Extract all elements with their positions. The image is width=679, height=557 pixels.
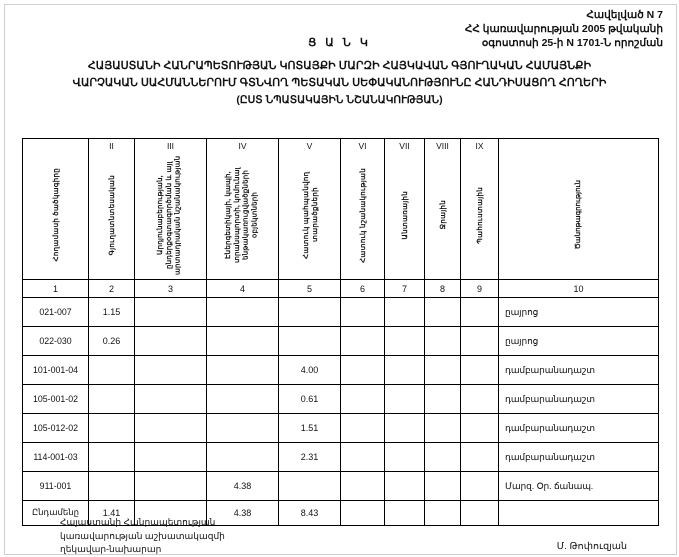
header-label-code: Հողամասի ծածկագիրը: [51, 168, 60, 262]
cell-code: 105-012-02: [23, 414, 89, 443]
cell-special: [341, 385, 385, 414]
cell-reserve: [461, 356, 499, 385]
cell-code: 021-007: [23, 298, 89, 327]
cell-protected: [279, 472, 341, 501]
cell-note: Մարզ. Օր. ճանապ.: [499, 472, 659, 501]
cell-note: դամբարանադաշտ: [499, 443, 659, 472]
doc-ref-line-2: ՀՀ կառավարության 2005 թվականի: [464, 23, 663, 36]
cell-forest: [385, 327, 425, 356]
cell-industrial: [135, 472, 207, 501]
table-row: [23, 356, 659, 385]
cell-water: [425, 327, 461, 356]
cell-infrastructure: [207, 414, 279, 443]
cell-forest: [385, 414, 425, 443]
header-cell-forest: [385, 153, 425, 280]
cell-agricultural: [89, 356, 135, 385]
roman-7: VII: [385, 139, 425, 154]
cell-code: 911-001: [23, 472, 89, 501]
doc-ref-line-1: Հավելված N 7: [586, 9, 663, 21]
roman-4: IV: [207, 139, 279, 154]
cell-agricultural: [89, 472, 135, 501]
title-line-3: (ԸՍՏ ՆՊԱՏԱԿԱՅԻՆ ՆՇԱՆԱԿՈՒԹՅԱՆ): [236, 94, 443, 107]
cell-agricultural: 1.15: [89, 298, 135, 327]
land-registry-table: [22, 138, 659, 526]
cell-infrastructure: [207, 356, 279, 385]
footer-line-3: ղեկավար-նախարար: [60, 544, 162, 554]
cell-industrial: [135, 356, 207, 385]
cell-special: [341, 298, 385, 327]
cell-protected: 1.51: [279, 414, 341, 443]
header-cell-notes: [499, 153, 659, 280]
colnum-9: 9: [461, 280, 499, 298]
colnum-7: 7: [385, 280, 425, 298]
cell-total-agricultural: 1.41: [89, 501, 135, 526]
cell-note: դամբարանադաշտ: [499, 356, 659, 385]
cell-agricultural: [89, 443, 135, 472]
cell-agricultural: [89, 385, 135, 414]
cell-total-water: [425, 501, 461, 526]
table-keyword: Ց Ա Ն Կ: [308, 37, 371, 49]
title-line-1: ՀԱՅԱՍՏԱՆԻ ՀԱՆՐԱՊԵՏՈՒԹՅԱՆ ԿՈՏԱՅՔԻ ՄԱՐԶԻ ՀԱՅԿԱՎԱՆ ԳՅՈՒՂԱԿԱՆ ՀԱՄԱՅՆՔԻ: [87, 60, 592, 72]
footer-line-2: կառավարության աշխատակազմի: [60, 530, 225, 541]
cell-total-forest: [385, 501, 425, 526]
table-number-row: [23, 280, 659, 298]
header-label-industrial: Արդյունաբերության, ընդերքօգտագործման և այլ արտադրական նշանակության: [157, 155, 182, 275]
cell-protected: 2.31: [279, 443, 341, 472]
cell-special: [341, 356, 385, 385]
header-label-protected: Հատուկ պահպանվող տարածքների: [300, 171, 319, 259]
cell-infrastructure: [207, 327, 279, 356]
roman-2: II: [89, 139, 135, 154]
cell-total-note: [499, 501, 659, 526]
cell-note: ըայրոց: [499, 327, 659, 356]
table-row: [23, 385, 659, 414]
cell-forest: [385, 385, 425, 414]
cell-infrastructure: [207, 443, 279, 472]
cell-total-special: [341, 501, 385, 526]
doc-ref-line-3: օգոստոսի 25-ի N 1701-Ն որոշման: [481, 37, 663, 50]
cell-special: [341, 472, 385, 501]
cell-reserve: [461, 298, 499, 327]
table-row: [23, 414, 659, 443]
header-label-water: Ջրային: [438, 200, 447, 230]
header-label-infrastructure: Էներգետիկայի, կապի, տրանսպորտի, կոմունալ ենթակառուցվածքների օբյեկտների: [225, 167, 259, 263]
header-cell-reserve: [461, 153, 499, 280]
cell-code: 105-001-02: [23, 385, 89, 414]
header-label-special: Հատուկ նշանակության: [358, 167, 367, 263]
cell-water: [425, 356, 461, 385]
header-label-reserve: Պահուստային: [475, 186, 484, 244]
cell-agricultural: [89, 414, 135, 443]
cell-water: [425, 298, 461, 327]
table-row: [23, 443, 659, 472]
cell-forest: [385, 472, 425, 501]
cell-note: դամբարանադաշտ: [499, 414, 659, 443]
cell-special: [341, 414, 385, 443]
header-label-notes: Ծանոթագրություն: [574, 180, 582, 250]
cell-agricultural: 0.26: [89, 327, 135, 356]
cell-infrastructure: 4.38: [207, 472, 279, 501]
colnum-4: 4: [207, 280, 279, 298]
cell-total-label: Ընդամենը: [23, 501, 89, 526]
header-label-forest: Անտառային: [400, 190, 409, 240]
cell-water: [425, 414, 461, 443]
colnum-6: 6: [341, 280, 385, 298]
title-line-2: ՎԱՐՉԱԿԱՆ ՍԱՀՄԱՆՆԵՐՈՒՄ ԳՏՆՎՈՂ ՊԵՏԱԿԱՆ ՍԵՓԱԿԱՆՈՒԹՅՈՒՆԸ ՀԱՆԴԻՍԱՑՈՂ ՀՈՂԵՐԻ: [72, 77, 607, 90]
header-cell-protected: [279, 153, 341, 280]
table-roman-row: [23, 139, 659, 154]
header-cell-infrastructure: [207, 153, 279, 280]
roman-3: III: [135, 139, 207, 154]
header-cell-industrial: [135, 153, 207, 280]
cell-industrial: [135, 443, 207, 472]
roman-6: VI: [341, 139, 385, 154]
roman-1: [23, 139, 89, 154]
cell-water: [425, 385, 461, 414]
cell-infrastructure: [207, 385, 279, 414]
cell-special: [341, 327, 385, 356]
cell-water: [425, 443, 461, 472]
cell-infrastructure: [207, 298, 279, 327]
colnum-5: 5: [279, 280, 341, 298]
table-header-row: [23, 153, 659, 280]
cell-note: ըայրոց: [499, 298, 659, 327]
cell-protected: [279, 298, 341, 327]
header-label-agricultural: Գյուղատնտեսական: [107, 174, 116, 256]
cell-special: [341, 443, 385, 472]
table-row: [23, 298, 659, 327]
cell-reserve: [461, 472, 499, 501]
cell-protected: 0.61: [279, 385, 341, 414]
cell-total-protected: 8.43: [279, 501, 341, 526]
colnum-8: 8: [425, 280, 461, 298]
cell-code: 114-001-03: [23, 443, 89, 472]
roman-9: IX: [461, 139, 499, 154]
footer-line-1: Հայաստանի Հանրապետության: [60, 517, 216, 527]
cell-code: 101-001-04: [23, 356, 89, 385]
cell-industrial: [135, 414, 207, 443]
header-cell-special: [341, 153, 385, 280]
header-cell-water: [425, 153, 461, 280]
roman-8: VIII: [425, 139, 461, 154]
roman-10: [499, 139, 659, 154]
cell-total-reserve: [461, 501, 499, 526]
cell-protected: 4.00: [279, 356, 341, 385]
header-cell-code: [23, 153, 89, 280]
page-title: [40, 58, 639, 108]
signatory-name: Մ. Թոփուզյան: [556, 541, 627, 552]
cell-forest: [385, 356, 425, 385]
colnum-2: 2: [89, 280, 135, 298]
header-cell-agricultural: [89, 153, 135, 280]
colnum-10: 10: [499, 280, 659, 298]
cell-forest: [385, 298, 425, 327]
cell-reserve: [461, 327, 499, 356]
cell-industrial: [135, 298, 207, 327]
cell-reserve: [461, 385, 499, 414]
cell-industrial: [135, 385, 207, 414]
cell-reserve: [461, 414, 499, 443]
cell-protected: [279, 327, 341, 356]
colnum-3: 3: [135, 280, 207, 298]
cell-reserve: [461, 443, 499, 472]
cell-note: դամբարանադաշտ: [499, 385, 659, 414]
cell-industrial: [135, 327, 207, 356]
roman-5: V: [279, 139, 341, 154]
colnum-1: 1: [23, 280, 89, 298]
cell-total-infrastructure: 4.38: [207, 501, 279, 526]
table-row: [23, 327, 659, 356]
table-row: [23, 472, 659, 501]
cell-code: 022-030: [23, 327, 89, 356]
signatory-block: [60, 516, 225, 557]
cell-water: [425, 472, 461, 501]
cell-forest: [385, 443, 425, 472]
